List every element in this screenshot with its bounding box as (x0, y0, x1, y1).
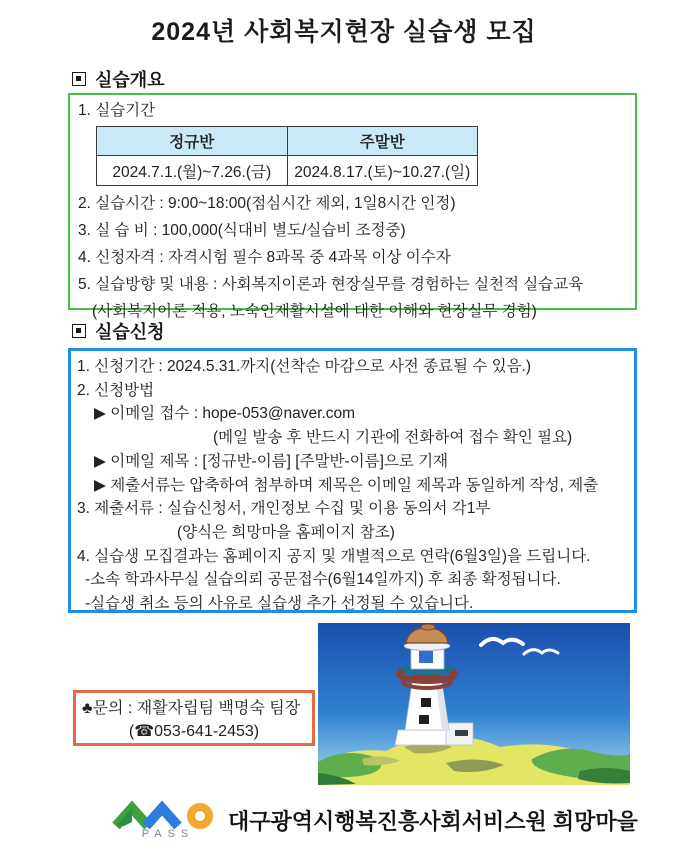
period-table-header-regular: 정규반 (97, 127, 288, 156)
overview-line-content: 5. 실습방향 및 내용 : 사회복지이론과 현장실무를 경험하는 실천적 실습교육 (78, 276, 584, 293)
apply-line-email-note: (메일 발송 후 반드시 기관에 전화하여 접수 확인 필요) (213, 429, 573, 447)
apply-line-documents-note: (양식은 희망마을 홈페이지 참조) (177, 523, 395, 541)
period-table-data-row (97, 156, 478, 186)
overview-heading-label: 실습개요 (95, 70, 165, 90)
overview-line-eligibility: 4. 신청자격 : 자격시험 필수 8과목 중 4과목 이상 이수자 (78, 249, 451, 266)
contact-phone: (☎053-641-2453) (128, 723, 260, 740)
pass-logo-text: PASS (141, 828, 195, 840)
lighthouse-seaside-illustration (318, 623, 630, 785)
overview-line-content-sub: (사회복지이론 적용, 노숙인재활시설에 대한 이해와 현장실무 경험) (92, 303, 537, 320)
overview-line-hours: 2. 실습시간 : 9:00~18:00(점심시간 제외, 1일8시간 인정) (78, 195, 456, 212)
period-regular-dates: 2024.7.1.(월)~7.26.(금) (97, 156, 288, 186)
boxed-square-icon (72, 72, 86, 86)
apply-line-deadline: 1. 신청기간 : 2024.5.31.까지(선착순 마감으로 사전 종료될 수 있음.) (77, 358, 532, 375)
period-table-header-weekend: 주말반 (287, 127, 478, 156)
period-weekend-dates: 2024.8.17.(토)~10.27.(일) (287, 156, 478, 186)
overview-line-fee: 3. 실 습 비 : 100,000(식대비 별도/실습비 조정중) (78, 222, 406, 239)
apply-line-result: 4. 실습생 모집결과는 홈페이지 공지 및 개별적으로 연락(6월3일)을 드립니다. (77, 547, 591, 565)
organization-name: 대구광역시행복진흥사회서비스원 희망마을 (228, 809, 638, 834)
application-box (68, 348, 637, 613)
apply-line-result-sub1: -소속 학과사무실 실습의뢰 공문접수(6월14일까지) 후 최종 확정됩니다. (85, 571, 561, 589)
apply-line-method: 2. 신청방법 (77, 381, 155, 399)
application-heading-label: 실습신청 (95, 322, 165, 342)
boxed-square-icon (72, 324, 86, 338)
period-label: 1. 실습기간 (78, 102, 156, 119)
apply-line-email-address: ▶ 이메일 접수 : hope-053@naver.com (94, 405, 356, 423)
logo-chevron-blue (146, 808, 178, 826)
apply-line-documents: 3. 제출서류 : 실습신청서, 개인정보 수집 및 이용 동의서 각1부 (77, 500, 491, 518)
apply-line-email-subject: ▶ 이메일 제목 : [정규반-이름] [주말반-이름]으로 기재 (94, 452, 449, 470)
apply-line-result-sub2: -실습생 취소 등의 사유로 실습생 추가 선정될 수 있습니다. (85, 595, 474, 613)
period-table (96, 126, 478, 186)
overview-section-heading (72, 66, 165, 92)
apply-line-attachment: ▶ 제출서류는 압축하여 첨부하며 제목은 이메일 제목과 동일하게 작성, 제출 (94, 476, 599, 494)
lighthouse-illustration-svg (318, 623, 630, 785)
contact-person: ♣문의 : 재활자립팀 백명숙 팀장 (82, 700, 301, 717)
overview-box (68, 93, 637, 320)
application-section-heading (72, 318, 165, 344)
period-table-header-row (97, 127, 478, 156)
page-title: 2024년 사회복지현장 실습생 모집 (151, 18, 537, 46)
contact-box (73, 690, 315, 746)
logo-donut-orange (191, 807, 209, 825)
